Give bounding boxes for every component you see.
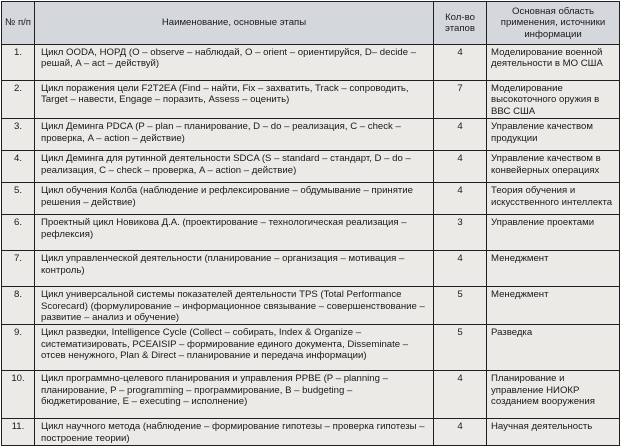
row-num: 5. — [2, 183, 35, 215]
row-area: Моделирование высокоточного оружия в ВВС США — [487, 81, 620, 119]
table-row — [2, 371, 620, 419]
row-area: Теория обучения и искусственного интеллекта — [487, 183, 620, 215]
header-num: № п/п — [2, 2, 35, 45]
row-count: 5 — [434, 287, 487, 325]
table-row — [2, 81, 620, 119]
row-area: Разведка — [487, 325, 620, 371]
row-name: Цикл управленческой деятельности (планирование – организация – мотивация – контроль) — [35, 251, 434, 287]
row-count: 4 — [434, 151, 487, 183]
row-count: 4 — [434, 419, 487, 446]
table-row — [2, 325, 620, 371]
row-num: 11. — [2, 419, 35, 446]
table-header-row — [2, 2, 620, 45]
row-area: Научная деятельность — [487, 419, 620, 446]
row-name: Цикл научного метода (наблюдение – формирование гипотезы – проверка гипотезы – построение теории) — [35, 419, 434, 446]
row-name: Цикл Деминга для рутинной деятельности SDCA (S – standard – стандарт, D – do – реализация, C – check – проверка, A – action – действие) — [35, 151, 434, 183]
row-name: Цикл обучения Колба (наблюдение и рефлексирование – обдумывание – принятие решения – действие) — [35, 183, 434, 215]
row-count: 4 — [434, 251, 487, 287]
row-name: Цикл универсальной системы показателей деятельности TPS (Total Performance Scorecard) (формулирование – информационное связывание – совершенствование – развитие – анализ и обучение) — [35, 287, 434, 325]
header-name: Наименование, основные этапы — [35, 2, 434, 45]
row-name: Цикл разведки, Intelligence Cycle (Collect – собирать, Index & Organize – систематизировать, PCEAISIP – формирование единого документа, Disseminate – отсев ненужного, Plan & Direct – планирование и передача информации) — [35, 325, 434, 371]
table-row — [2, 183, 620, 215]
row-num: 6. — [2, 215, 35, 251]
row-num: 7. — [2, 251, 35, 287]
row-count: 4 — [434, 183, 487, 215]
row-count: 4 — [434, 119, 487, 151]
row-num: 3. — [2, 119, 35, 151]
row-num: 8. — [2, 287, 35, 325]
row-name: Цикл программно-целевого планирования и управления PPBE (P – planning – планирование, P – programming – программирование, B – budgeting – бюджетирование, E – executing – исполнение) — [35, 371, 434, 419]
row-count: 3 — [434, 215, 487, 251]
row-name: Проектный цикл Новикова Д.А. (проектирование – технологическая реализация – рефлексия) — [35, 215, 434, 251]
row-num: 1. — [2, 45, 35, 81]
header-count: Кол-во этапов — [434, 2, 487, 45]
table-row — [2, 151, 620, 183]
table-row — [2, 119, 620, 151]
row-area: Управление проектами — [487, 215, 620, 251]
row-name: Цикл Деминга PDCA (P – plan – планирование, D – do – реализация, C – check – проверка, A – action – действие) — [35, 119, 434, 151]
row-area: Управление качеством продукции — [487, 119, 620, 151]
row-count: 5 — [434, 325, 487, 371]
table-row — [2, 251, 620, 287]
row-area: Менеджмент — [487, 251, 620, 287]
header-area: Основная область применения, источники информации — [487, 2, 620, 45]
row-count: 4 — [434, 371, 487, 419]
row-area: Менеджмент — [487, 287, 620, 325]
row-count: 7 — [434, 81, 487, 119]
row-name: Цикл OODA, НОРД (O – observe – наблюдай, O – orient – ориентируйся, D– decide – решай, A – act – действуй) — [35, 45, 434, 81]
row-count: 4 — [434, 45, 487, 81]
cycles-table — [1, 1, 620, 446]
table-row — [2, 215, 620, 251]
row-area: Моделирование военной деятельности в МО США — [487, 45, 620, 81]
row-name: Цикл поражения цели F2T2EA (Find – найти, Fix – захватить, Track – сопроводить, Target – навести, Engage – поразить, Assess – оценить) — [35, 81, 434, 119]
row-area: Планирование и управление НИОКР созданием вооружения — [487, 371, 620, 419]
row-num: 4. — [2, 151, 35, 183]
table-row — [2, 45, 620, 81]
table-row — [2, 419, 620, 446]
row-area: Управление качеством в конвейерных операциях — [487, 151, 620, 183]
row-num: 2. — [2, 81, 35, 119]
row-num: 9. — [2, 325, 35, 371]
table-row — [2, 287, 620, 325]
row-num: 10. — [2, 371, 35, 419]
